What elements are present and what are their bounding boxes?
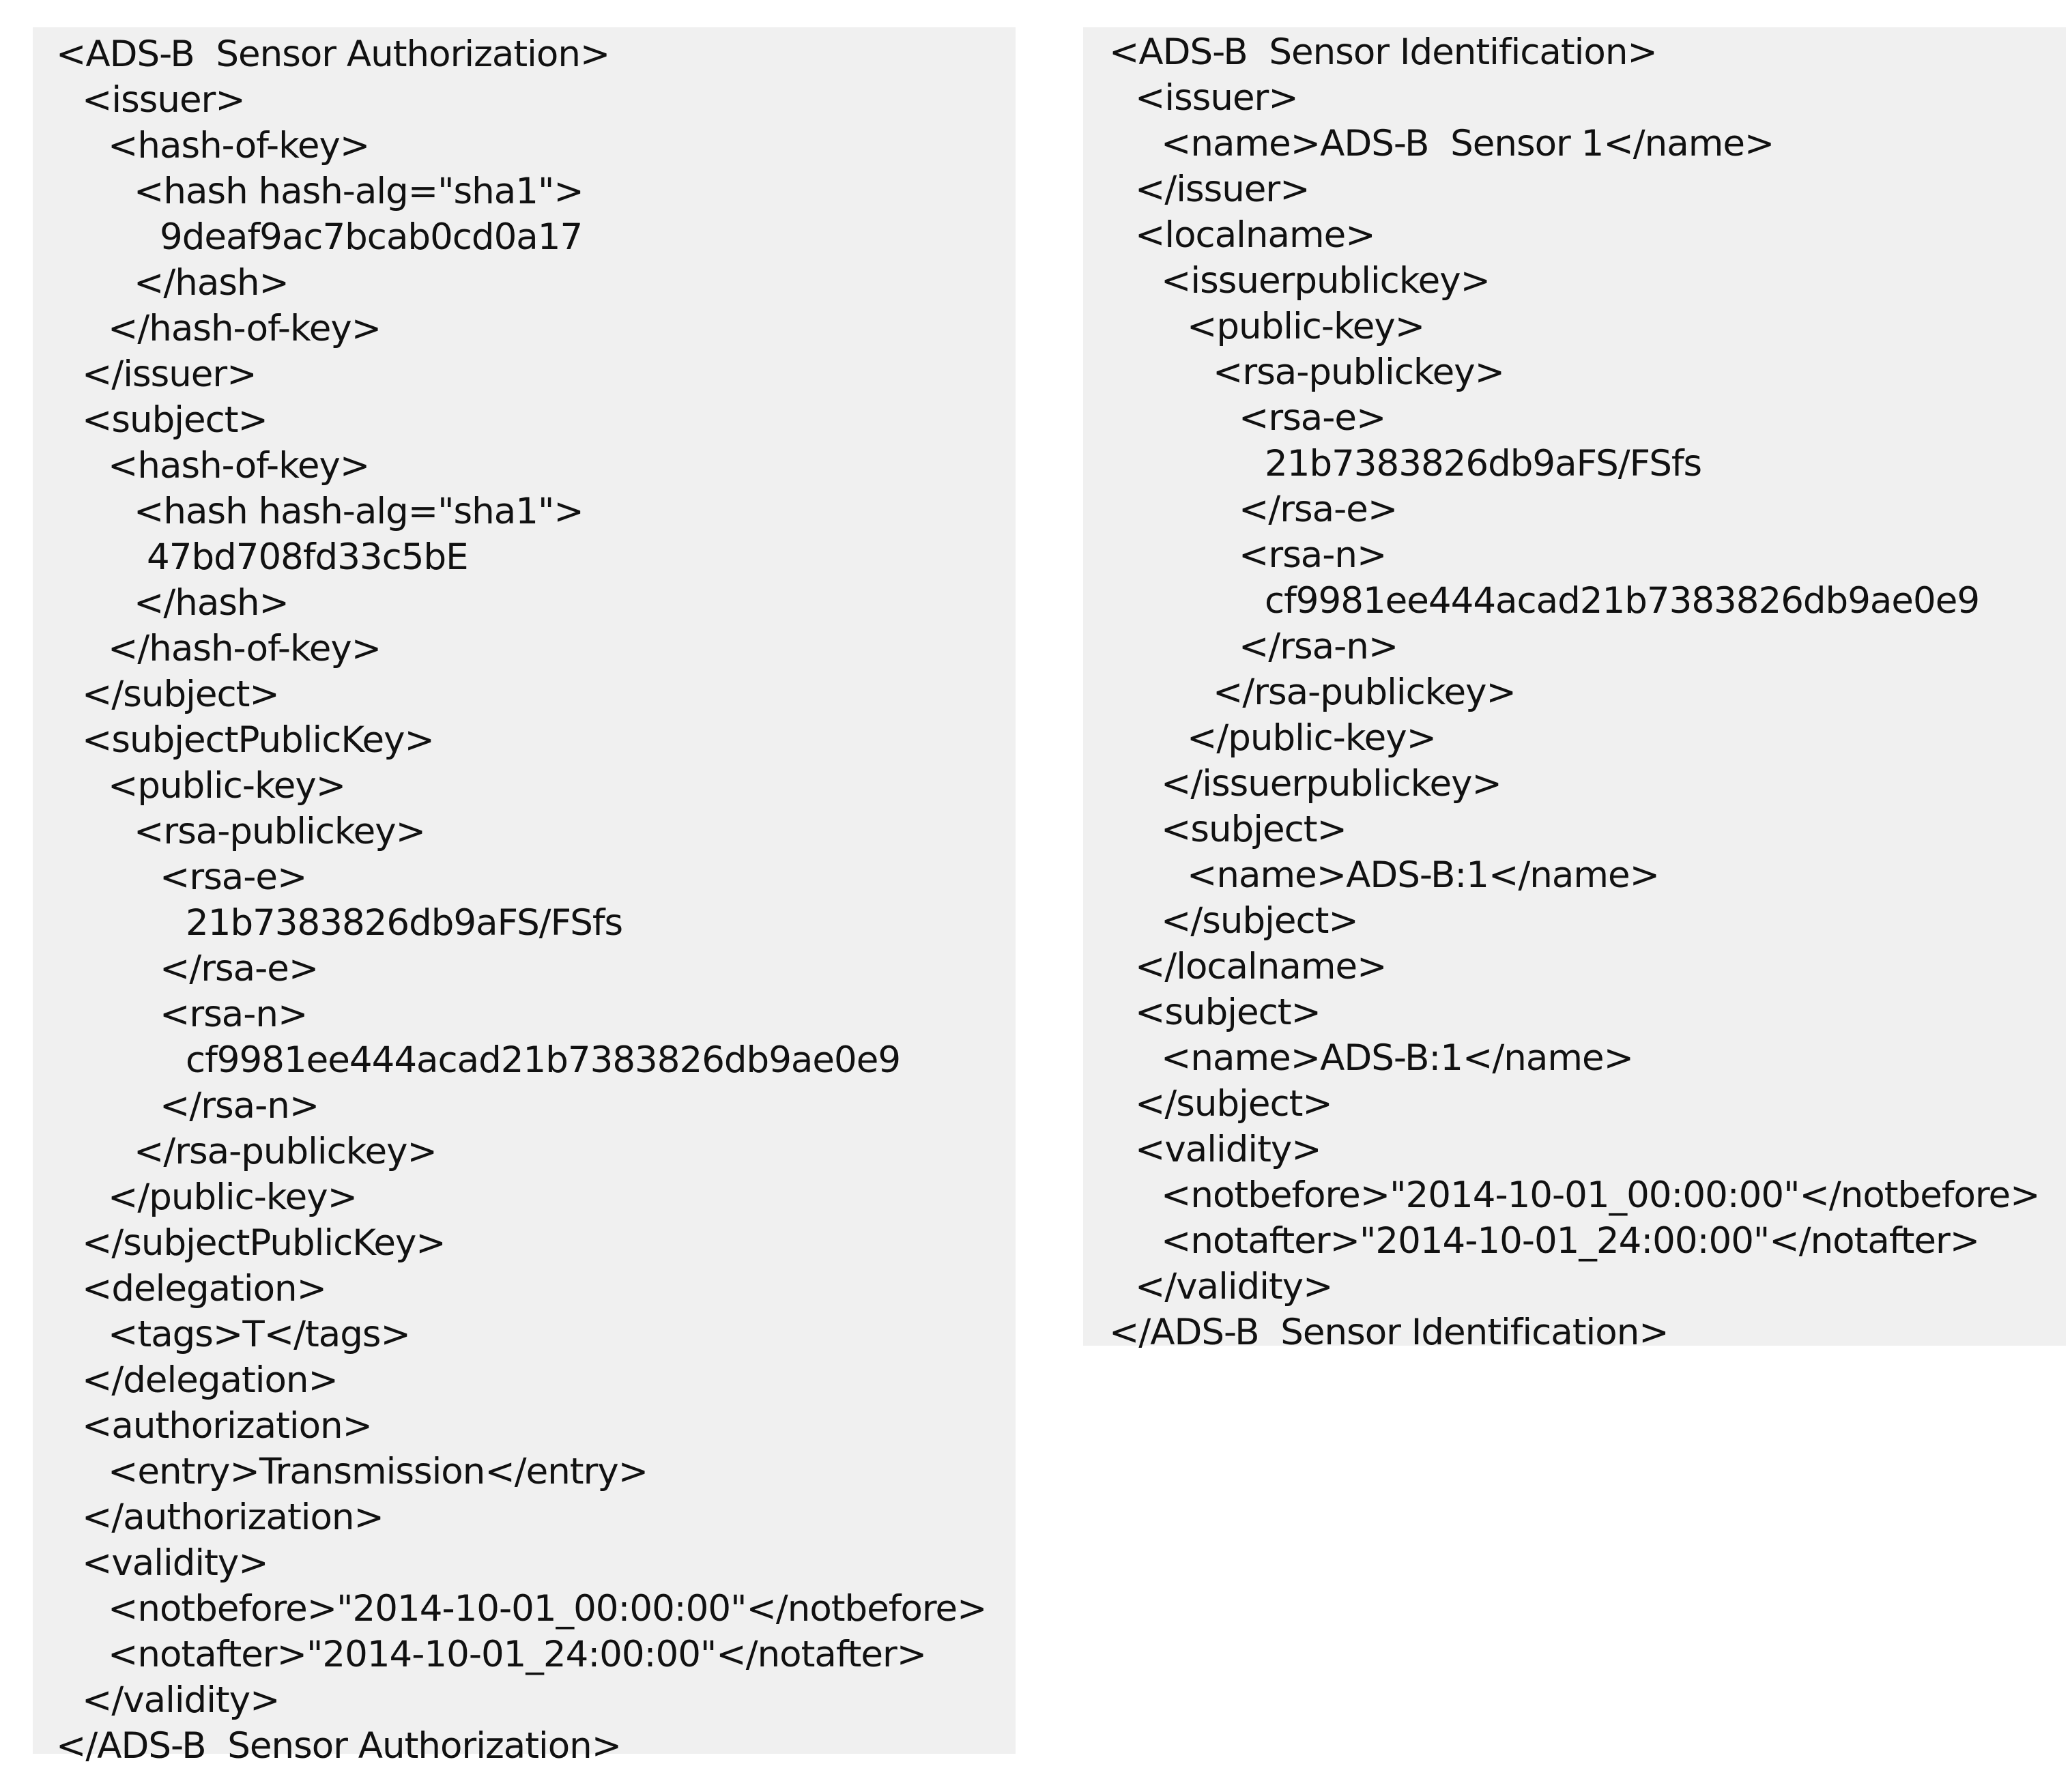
code-line: <issuer> [1135, 77, 1298, 119]
code-line: </subject> [1161, 900, 1358, 942]
code-line: <notbefore>"2014-10-01_00:00:00"</notbefore> [1161, 1174, 2040, 1216]
code-line: <rsa-publickey> [1213, 351, 1505, 393]
code-line: <entry>Transmission</entry> [108, 1451, 648, 1492]
code-line: </issuer> [1135, 169, 1310, 210]
code-line: </validity> [82, 1679, 280, 1721]
code-line: </issuerpublickey> [1161, 763, 1501, 805]
code-line: </rsa-publickey> [1213, 671, 1516, 713]
code-line: </rsa-n> [1239, 626, 1398, 667]
code-line: <ADS-B Sensor Authorization> [56, 33, 610, 75]
code-line: </hash> [134, 582, 289, 624]
code-line: </localname> [1135, 946, 1387, 987]
code-line: </validity> [1135, 1266, 1333, 1307]
code-line: <validity> [82, 1542, 268, 1584]
code-line: </rsa-publickey> [134, 1131, 437, 1172]
code-line: </rsa-n> [160, 1085, 319, 1127]
code-line: <rsa-e> [1239, 397, 1386, 439]
code-line: cf9981ee444acad21b7383826db9ae0e9 [186, 1039, 901, 1081]
code-line: <subjectPublicKey> [82, 719, 434, 761]
code-line: </issuer> [82, 353, 257, 395]
code-line: <tags>T</tags> [108, 1314, 410, 1355]
code-line: <hash-of-key> [108, 445, 370, 487]
sensor-authorization-panel [33, 27, 1016, 1767]
code-line: <delegation> [82, 1268, 327, 1310]
code-line: <rsa-publickey> [134, 811, 426, 852]
code-line: </ADS-B Sensor Identification> [1109, 1312, 1669, 1353]
code-line: <authorization> [82, 1405, 373, 1447]
code-line: </rsa-e> [1239, 489, 1398, 530]
code-line: <notafter>"2014-10-01_24:00:00"</notafter> [108, 1634, 927, 1675]
code-line: <localname> [1135, 214, 1375, 256]
code-line: <rsa-n> [160, 994, 308, 1035]
code-line: </delegation> [82, 1359, 338, 1401]
code-line: <notafter>"2014-10-01_24:00:00"</notafter> [1161, 1220, 1980, 1262]
code-line: </rsa-e> [160, 948, 319, 989]
code-line: <hash-of-key> [108, 125, 370, 167]
code-line: 47bd708fd33c5bE [147, 536, 468, 578]
code-line: <public-key> [1187, 306, 1425, 347]
code-line: <subject> [1161, 809, 1347, 850]
code-line: <issuer> [82, 79, 245, 121]
code-line: <public-key> [108, 765, 346, 807]
code-line: <ADS-B Sensor Identification> [1109, 31, 1657, 73]
code-line: <hash hash-alg="sha1"> [134, 171, 584, 212]
code-line: </hash> [134, 262, 289, 304]
code-line: <name>ADS-B:1</name> [1161, 1037, 1633, 1079]
code-line: </subject> [1135, 1083, 1332, 1125]
code-line: </subject> [82, 674, 279, 715]
code-line: <notbefore>"2014-10-01_00:00:00"</notbefore> [108, 1588, 987, 1630]
code-line: </hash-of-key> [108, 308, 382, 349]
code-line: <issuerpublickey> [1161, 260, 1490, 302]
code-line: </authorization> [82, 1497, 384, 1538]
code-line: </ADS-B Sensor Authorization> [56, 1725, 622, 1767]
code-line: <subject> [82, 399, 268, 441]
code-line: <rsa-e> [160, 856, 307, 898]
sensor-identification-panel [1083, 27, 2066, 1353]
code-line: <name>ADS-B Sensor 1</name> [1161, 123, 1774, 164]
code-line: </public-key> [108, 1176, 358, 1218]
code-line: </hash-of-key> [108, 628, 382, 669]
code-line: 9deaf9ac7bcab0cd0a17 [160, 216, 583, 258]
code-line: <name>ADS-B:1</name> [1187, 854, 1659, 896]
code-line: 21b7383826db9aFS/FSfs [1265, 443, 1702, 485]
code-line: </subjectPublicKey> [82, 1222, 446, 1264]
code-line: <rsa-n> [1239, 534, 1387, 576]
code-line: <validity> [1135, 1129, 1321, 1170]
code-line: <hash hash-alg="sha1"> [134, 491, 584, 532]
code-line: </public-key> [1187, 717, 1437, 759]
code-line: 21b7383826db9aFS/FSfs [186, 902, 623, 944]
code-line: <subject> [1135, 992, 1321, 1033]
code-line: cf9981ee444acad21b7383826db9ae0e9 [1265, 580, 1980, 622]
